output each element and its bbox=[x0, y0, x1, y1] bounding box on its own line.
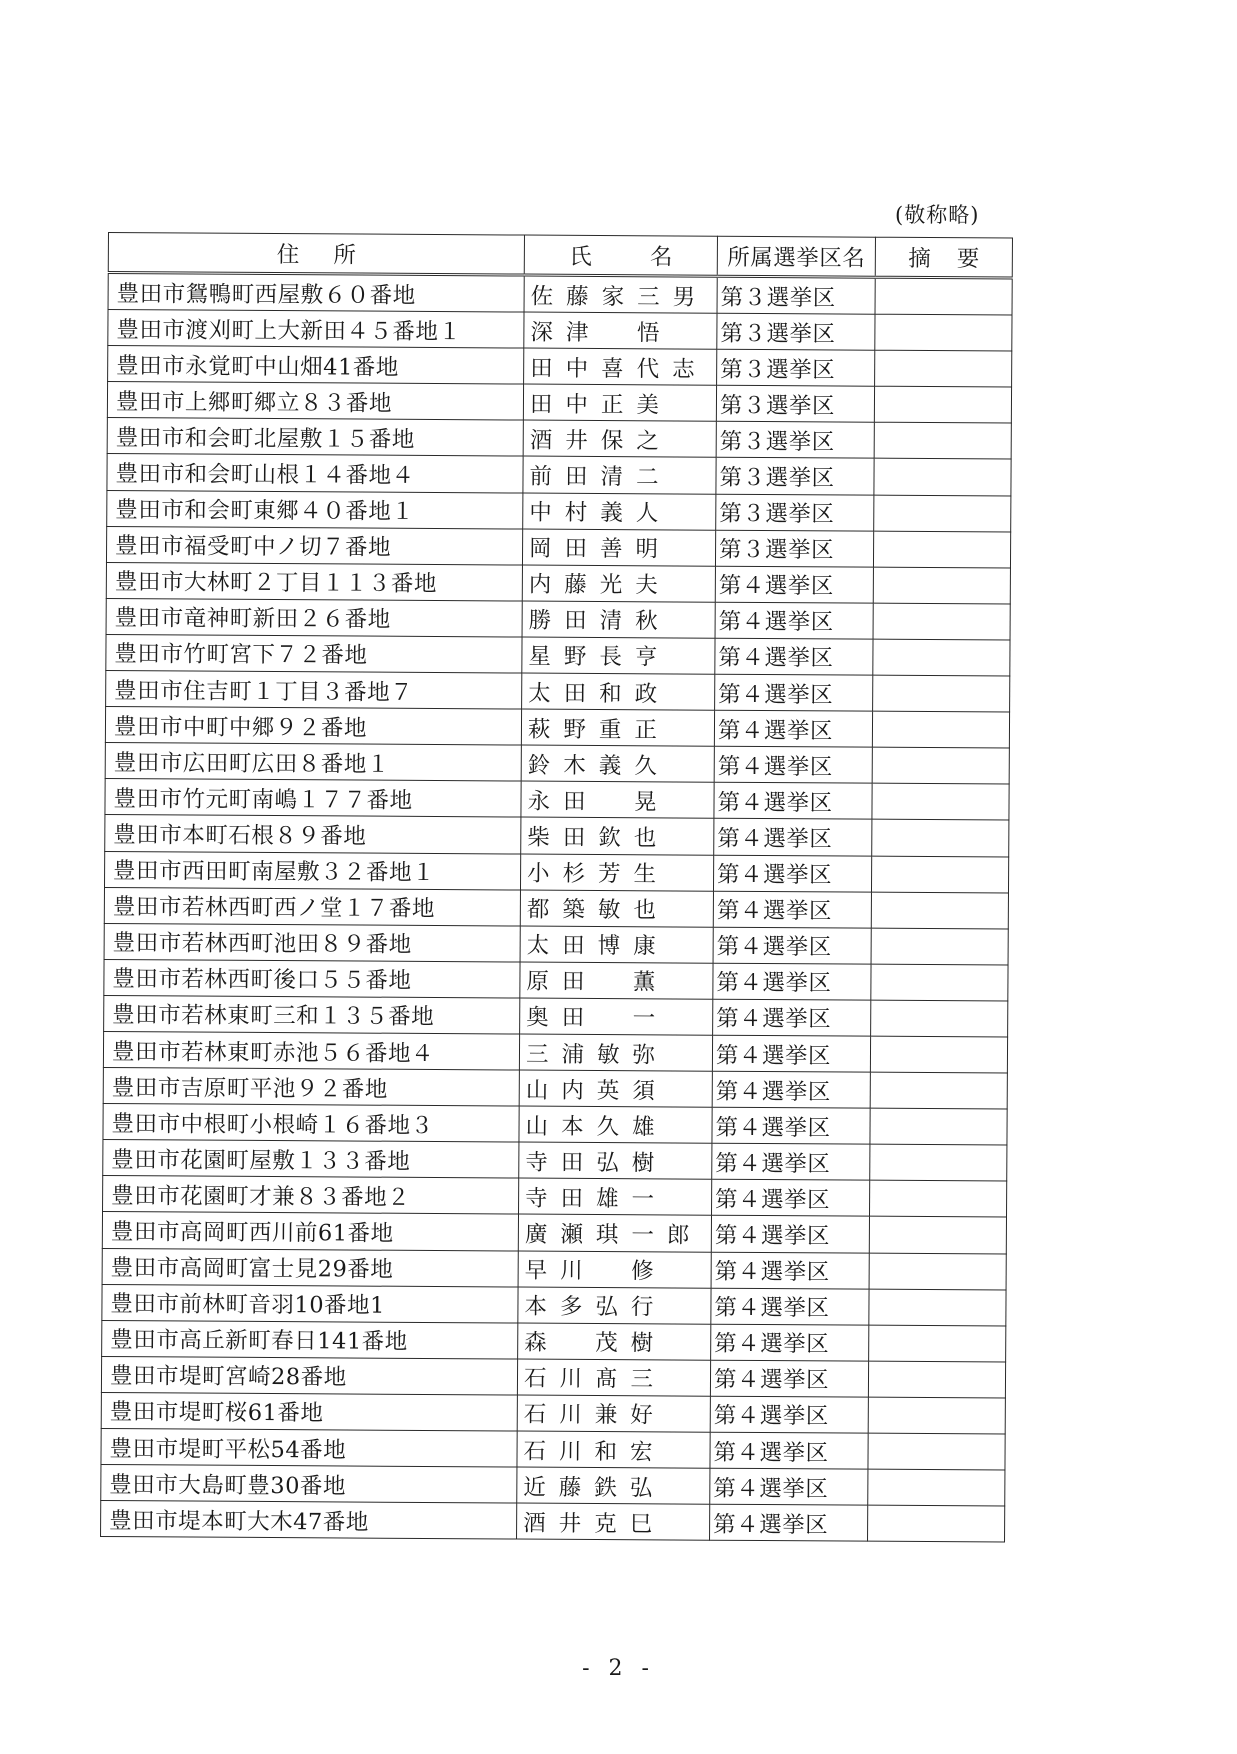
name-cell: 前田清二 bbox=[523, 457, 716, 494]
address-cell: 豊田市西田町南屋敷３２番地１ bbox=[104, 851, 520, 890]
district-cell: 第４選挙区 bbox=[711, 1288, 869, 1325]
district-cell: 第４選挙区 bbox=[710, 1468, 868, 1505]
table-row bbox=[103, 1031, 1007, 1073]
address-cell: 豊田市和会町北屋敷１５番地 bbox=[107, 418, 523, 457]
name-cell: 原田 薫 bbox=[520, 962, 713, 999]
remarks-cell bbox=[869, 1181, 1006, 1218]
table-body bbox=[101, 273, 1013, 1543]
district-cell: 第３選挙区 bbox=[717, 349, 875, 386]
address-cell: 豊田市高丘新町春日141番地 bbox=[102, 1320, 518, 1359]
district-cell: 第４選挙区 bbox=[712, 1035, 870, 1072]
remarks-cell bbox=[874, 495, 1011, 532]
district-cell: 第４選挙区 bbox=[712, 1180, 870, 1217]
table-row bbox=[105, 815, 1009, 857]
address-cell: 豊田市和会町東郷４０番地１ bbox=[107, 490, 523, 529]
address-cell: 豊田市大島町豊30番地 bbox=[101, 1465, 517, 1504]
address-cell: 豊田市前林町音羽10番地1 bbox=[102, 1284, 518, 1323]
district-cell: 第４選挙区 bbox=[715, 602, 873, 639]
district-cell: 第３選挙区 bbox=[717, 276, 875, 314]
name-cell: 鈴木義久 bbox=[521, 745, 714, 782]
name-cell: 中村義人 bbox=[523, 493, 716, 530]
district-cell: 第４選挙区 bbox=[715, 566, 873, 603]
district-cell: 第４選挙区 bbox=[712, 1143, 870, 1180]
address-cell: 豊田市花園町才兼８３番地２ bbox=[103, 1176, 519, 1215]
name-cell: 岡田善明 bbox=[522, 529, 715, 566]
name-cell: 石川兼好 bbox=[517, 1395, 710, 1432]
header-name: 氏 名 bbox=[524, 235, 717, 276]
district-cell: 第４選挙区 bbox=[711, 1216, 869, 1253]
remarks-cell bbox=[873, 639, 1010, 676]
table-row bbox=[104, 959, 1008, 1001]
name-cell: 勝田清秋 bbox=[522, 601, 715, 638]
district-cell: 第３選挙区 bbox=[716, 458, 874, 495]
name-cell: 寺田弘樹 bbox=[519, 1142, 712, 1179]
name-cell: 廣瀬琪一郎 bbox=[518, 1214, 711, 1251]
address-cell: 豊田市吉原町平池９２番地 bbox=[103, 1068, 519, 1107]
address-cell: 豊田市堤本町大木47番地 bbox=[101, 1501, 517, 1540]
district-cell: 第４選挙区 bbox=[714, 710, 872, 747]
table-row bbox=[102, 1284, 1006, 1326]
district-cell: 第４選挙区 bbox=[713, 927, 871, 964]
name-cell: 本多弘行 bbox=[518, 1287, 711, 1324]
remarks-cell bbox=[872, 711, 1009, 748]
address-cell: 豊田市堤町平松54番地 bbox=[101, 1428, 517, 1467]
address-cell: 豊田市高岡町西川前61番地 bbox=[102, 1212, 518, 1251]
remarks-cell bbox=[875, 314, 1012, 351]
remarks-cell bbox=[871, 892, 1008, 929]
district-cell: 第４選挙区 bbox=[710, 1396, 868, 1433]
address-cell: 豊田市福受町中ノ切７番地 bbox=[106, 526, 522, 565]
table-row bbox=[101, 1356, 1005, 1398]
table-row bbox=[103, 1068, 1007, 1110]
district-cell: 第４選挙区 bbox=[714, 783, 872, 820]
remarks-cell bbox=[872, 747, 1009, 784]
name-cell: 佐藤家三男 bbox=[524, 275, 717, 313]
remarks-cell bbox=[871, 856, 1008, 893]
remarks-cell bbox=[873, 603, 1010, 640]
address-cell: 豊田市大林町２丁目１１３番地 bbox=[106, 562, 522, 601]
remarks-cell bbox=[870, 1144, 1007, 1181]
remarks-cell bbox=[869, 1217, 1006, 1254]
address-cell: 豊田市鴛鴨町西屋敷６０番地 bbox=[108, 273, 524, 313]
table-row bbox=[106, 598, 1010, 640]
table-row bbox=[105, 743, 1009, 785]
name-cell: 深津 悟 bbox=[524, 312, 717, 349]
table-row bbox=[101, 1501, 1005, 1543]
district-cell: 第４選挙区 bbox=[710, 1432, 868, 1469]
remarks-cell bbox=[870, 1108, 1007, 1145]
address-cell: 豊田市若林西町池田８９番地 bbox=[104, 923, 520, 962]
address-cell: 豊田市堤町桜61番地 bbox=[101, 1392, 517, 1431]
table-row bbox=[106, 671, 1010, 713]
address-cell: 豊田市中町中郷９２番地 bbox=[105, 707, 521, 746]
district-cell: 第４選挙区 bbox=[710, 1504, 868, 1541]
honorifics-omitted-note: (敬称略) bbox=[895, 203, 980, 227]
table-row bbox=[103, 1104, 1007, 1146]
name-cell: 内藤光夫 bbox=[522, 565, 715, 602]
table-row bbox=[103, 1176, 1007, 1218]
table-row bbox=[108, 346, 1012, 388]
name-cell: 柴田欽也 bbox=[521, 817, 714, 854]
district-cell: 第４選挙区 bbox=[713, 855, 871, 892]
table-row bbox=[101, 1465, 1005, 1507]
district-cell: 第４選挙区 bbox=[711, 1324, 869, 1361]
address-cell: 豊田市永覚町中山畑41番地 bbox=[108, 346, 524, 385]
header-district: 所属選挙区名 bbox=[717, 236, 875, 277]
district-cell: 第４選挙区 bbox=[714, 819, 872, 856]
address-cell: 豊田市渡刈町上大新田４５番地１ bbox=[108, 310, 524, 349]
remarks-cell bbox=[872, 783, 1009, 820]
name-cell: 山本久雄 bbox=[519, 1106, 712, 1143]
district-cell: 第３選挙区 bbox=[715, 530, 873, 567]
table-row bbox=[103, 1140, 1007, 1182]
name-cell: 三浦敏弥 bbox=[519, 1034, 712, 1071]
remarks-cell bbox=[868, 1469, 1005, 1506]
address-cell: 豊田市竹町宮下７２番地 bbox=[106, 634, 522, 673]
table-row bbox=[101, 1428, 1005, 1470]
name-cell: 萩野重正 bbox=[521, 709, 714, 746]
name-cell: 近藤鉄弘 bbox=[517, 1467, 710, 1504]
table-row bbox=[104, 995, 1008, 1037]
page-number: - 2 - bbox=[582, 1656, 655, 1681]
address-cell: 豊田市若林西町西ノ堂１７番地 bbox=[104, 887, 520, 926]
address-cell: 豊田市竜神町新田２６番地 bbox=[106, 598, 522, 637]
table-row bbox=[105, 707, 1009, 749]
address-cell: 豊田市若林西町後口５５番地 bbox=[104, 959, 520, 998]
address-cell: 豊田市竹元町南嶋１７７番地 bbox=[105, 779, 521, 818]
table-row bbox=[107, 490, 1011, 532]
remarks-cell bbox=[874, 459, 1011, 496]
address-cell: 豊田市上郷町郷立８３番地 bbox=[107, 382, 523, 421]
table-row bbox=[104, 923, 1008, 965]
district-cell: 第４選挙区 bbox=[715, 674, 873, 711]
district-cell: 第３選挙区 bbox=[716, 386, 874, 423]
remarks-cell bbox=[871, 964, 1008, 1001]
district-cell: 第４選挙区 bbox=[712, 1071, 870, 1108]
remarks-cell bbox=[875, 277, 1012, 315]
remarks-cell bbox=[873, 567, 1010, 604]
table-row bbox=[108, 310, 1012, 352]
name-cell: 小杉芳生 bbox=[520, 854, 713, 891]
address-cell: 豊田市堤町宮崎28番地 bbox=[101, 1356, 517, 1395]
header-address: 住 所 bbox=[108, 233, 524, 276]
table-row bbox=[108, 273, 1012, 316]
name-cell: 石川和宏 bbox=[517, 1431, 710, 1468]
remarks-cell bbox=[868, 1361, 1005, 1398]
district-cell: 第４選挙区 bbox=[715, 638, 873, 675]
address-cell: 豊田市花園町屋敷１３３番地 bbox=[103, 1140, 519, 1179]
name-cell: 太田和政 bbox=[522, 673, 715, 710]
table-header-row bbox=[108, 233, 1012, 279]
name-cell: 酒井保之 bbox=[523, 420, 716, 457]
address-cell: 豊田市高岡町富士見29番地 bbox=[102, 1248, 518, 1287]
name-cell: 永田 晃 bbox=[521, 781, 714, 818]
name-cell: 奥田 一 bbox=[520, 998, 713, 1035]
table-row bbox=[101, 1392, 1005, 1434]
table-row bbox=[104, 851, 1008, 893]
address-cell: 豊田市若林東町赤池５６番地４ bbox=[103, 1031, 519, 1070]
remarks-cell bbox=[870, 1036, 1007, 1073]
district-cell: 第４選挙区 bbox=[712, 1107, 870, 1144]
name-cell: 山内英須 bbox=[519, 1070, 712, 1107]
remarks-cell bbox=[874, 386, 1011, 423]
table-row bbox=[102, 1212, 1006, 1254]
remarks-cell bbox=[868, 1397, 1005, 1434]
address-cell: 豊田市広田町広田８番地１ bbox=[105, 743, 521, 782]
district-cell: 第４選挙区 bbox=[710, 1360, 868, 1397]
name-cell: 酒井克巳 bbox=[517, 1503, 710, 1540]
name-cell: 森 茂樹 bbox=[518, 1323, 711, 1360]
remarks-cell bbox=[869, 1325, 1006, 1362]
remarks-cell bbox=[873, 675, 1010, 712]
remarks-cell bbox=[869, 1253, 1006, 1290]
remarks-cell bbox=[869, 1289, 1006, 1326]
name-cell: 都築敏也 bbox=[520, 890, 713, 927]
member-roster-table bbox=[100, 232, 1013, 1543]
address-cell: 豊田市和会町山根１４番地４ bbox=[107, 454, 523, 493]
address-cell: 豊田市若林東町三和１３５番地 bbox=[104, 995, 520, 1034]
table-row bbox=[107, 454, 1011, 496]
district-cell: 第４選挙区 bbox=[713, 891, 871, 928]
table-row bbox=[102, 1248, 1006, 1290]
district-cell: 第４選挙区 bbox=[713, 999, 871, 1036]
remarks-cell bbox=[873, 531, 1010, 568]
table-row bbox=[107, 382, 1011, 424]
name-cell: 寺田雄一 bbox=[519, 1178, 712, 1215]
remarks-cell bbox=[874, 423, 1011, 460]
name-cell: 太田博康 bbox=[520, 926, 713, 963]
header-remarks: 摘 要 bbox=[875, 237, 1012, 278]
district-cell: 第４選挙区 bbox=[714, 746, 872, 783]
remarks-cell bbox=[875, 350, 1012, 387]
district-cell: 第４選挙区 bbox=[711, 1252, 869, 1289]
table-row bbox=[102, 1320, 1006, 1362]
table-row bbox=[106, 562, 1010, 604]
district-cell: 第３選挙区 bbox=[717, 313, 875, 350]
table-row bbox=[104, 887, 1008, 929]
name-cell: 石川髙三 bbox=[517, 1359, 710, 1396]
remarks-cell bbox=[871, 1000, 1008, 1037]
district-cell: 第３選挙区 bbox=[716, 494, 874, 531]
district-cell: 第４選挙区 bbox=[713, 963, 871, 1000]
name-cell: 星野長亨 bbox=[522, 637, 715, 674]
table-row bbox=[106, 526, 1010, 568]
table-row bbox=[106, 634, 1010, 676]
name-cell: 早川 修 bbox=[518, 1251, 711, 1288]
remarks-cell bbox=[868, 1433, 1005, 1470]
district-cell: 第３選挙区 bbox=[716, 422, 874, 459]
remarks-cell bbox=[871, 928, 1008, 965]
remarks-cell bbox=[872, 820, 1009, 857]
name-cell: 田中正美 bbox=[523, 384, 716, 421]
table-row bbox=[105, 779, 1009, 821]
address-cell: 豊田市本町石根８９番地 bbox=[105, 815, 521, 854]
remarks-cell bbox=[870, 1072, 1007, 1109]
address-cell: 豊田市住吉町１丁目３番地７ bbox=[106, 671, 522, 710]
table-row bbox=[107, 418, 1011, 460]
address-cell: 豊田市中根町小根崎１６番地３ bbox=[103, 1104, 519, 1143]
remarks-cell bbox=[868, 1505, 1005, 1542]
name-cell: 田中喜代志 bbox=[524, 348, 717, 385]
